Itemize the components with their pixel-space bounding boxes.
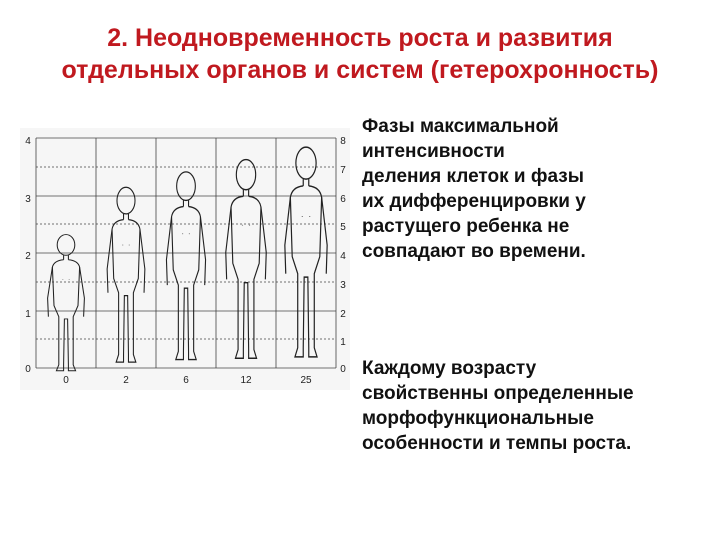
right-scale-label: 3 <box>340 280 346 291</box>
text-block-growth-phases <box>362 114 718 264</box>
slide-title <box>0 22 720 86</box>
proportions-drawing <box>20 128 350 390</box>
right-scale-label: 8 <box>340 136 346 147</box>
right-scale-label: 0 <box>340 364 346 375</box>
text-line: растущего ребенка не <box>362 216 570 237</box>
left-scale-label: 0 <box>25 364 31 375</box>
age-label: 0 <box>63 375 69 386</box>
text-block-age-features <box>362 356 718 456</box>
body-proportions-figure <box>20 128 350 390</box>
text-line: особенности и темпы роста. <box>362 433 632 454</box>
text-line: деления клеток и фазы <box>362 166 584 187</box>
text-line: свойственны определенные <box>362 383 634 404</box>
text-line: интенсивности <box>362 141 505 162</box>
left-scale-label: 4 <box>25 136 31 147</box>
left-scale-label: 2 <box>25 251 31 262</box>
text-line: морфофункциональные <box>362 408 594 429</box>
right-scale-label: 2 <box>340 309 346 320</box>
text-line: совпадают во времени. <box>362 241 586 262</box>
title-line-1: 2. Неодновременность роста и развития <box>107 24 613 52</box>
left-scale-label: 3 <box>25 194 31 205</box>
right-scale-label: 4 <box>340 251 346 262</box>
right-scale-label: 1 <box>340 337 346 348</box>
right-scale-label: 5 <box>340 222 346 233</box>
age-label: 12 <box>240 375 252 386</box>
right-scale-label: 7 <box>340 165 346 176</box>
title-line-2: отдельных органов и систем (гетерохронность) <box>61 56 659 84</box>
text-line: Фазы максимальной <box>362 116 559 137</box>
text-line: Каждому возрасту <box>362 358 537 379</box>
right-scale-label: 6 <box>340 194 346 205</box>
age-label: 2 <box>123 375 129 386</box>
age-label: 6 <box>183 375 189 386</box>
left-scale-label: 1 <box>25 309 31 320</box>
age-label: 25 <box>300 375 312 386</box>
text-line: их дифференцировки у <box>362 191 586 212</box>
